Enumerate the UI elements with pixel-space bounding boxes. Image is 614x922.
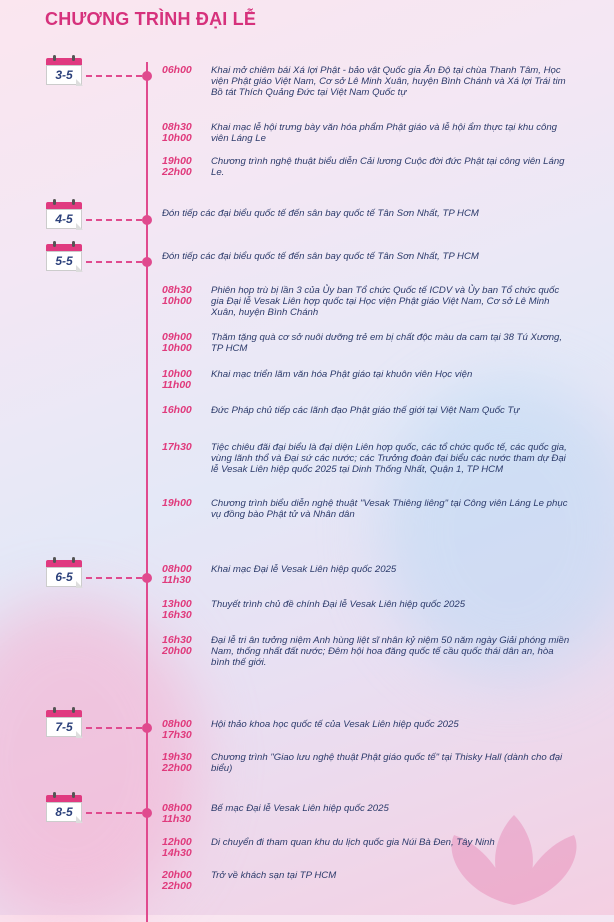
calendar-icon bbox=[46, 202, 82, 229]
event-time: 11h30 bbox=[162, 574, 191, 587]
event-times bbox=[162, 870, 206, 892]
event-time: 19h00 bbox=[162, 155, 192, 167]
event-item bbox=[162, 635, 574, 669]
calendar-icon bbox=[46, 560, 82, 587]
event-times bbox=[162, 405, 206, 416]
event-description: Đại lễ tri ân tưởng niệm Anh hùng liệt sĩ nhân kỷ niệm 50 năm ngày Giải phóng miền Nam, thống nhất đất nước; Đêm hội hoa đăng quốc tế cầu quốc thái dân an, hòa bình thế giới. bbox=[211, 635, 570, 669]
timeline-line bbox=[146, 62, 148, 922]
event-time: 10h00 bbox=[162, 342, 192, 355]
day-connector bbox=[86, 75, 142, 77]
calendar-icon bbox=[46, 58, 82, 85]
timeline-dot bbox=[142, 723, 152, 733]
day-date: 7-5 bbox=[55, 720, 73, 734]
timeline-dot bbox=[142, 215, 152, 225]
event-times bbox=[162, 719, 206, 741]
event-times bbox=[162, 332, 206, 354]
event-item bbox=[162, 752, 574, 774]
event-time: 19h30 bbox=[162, 751, 192, 763]
day-date: 4-5 bbox=[55, 212, 73, 226]
day-date: 8-5 bbox=[55, 805, 73, 819]
event-time: 12h00 bbox=[162, 836, 192, 848]
event-description: Chương trình nghệ thuật biểu diễn Cải lương Cuộc đời đức Phật tại công viên Láng Le. bbox=[211, 156, 565, 179]
event-time: 16h30 bbox=[162, 634, 192, 646]
event-time: 08h00 bbox=[162, 563, 192, 575]
day-date: 6-5 bbox=[55, 570, 73, 584]
event-time: 20h00 bbox=[162, 869, 192, 881]
event-times bbox=[162, 442, 206, 453]
event-times bbox=[162, 635, 206, 657]
event-item bbox=[162, 442, 574, 476]
event-time: 22h00 bbox=[162, 762, 192, 775]
event-time: 08h00 bbox=[162, 802, 192, 814]
event-time: 10h00 bbox=[162, 295, 192, 308]
event-description: Tiệc chiêu đãi đại biểu là đại diện Liên hợp quốc, các tổ chức quốc tế, các quốc gia, vùng lãnh thổ và Đại sứ các nước; các Trưởng đoàn đại biểu các nước tham dự Đại lễ Vesak Liên hiệp quốc 2025 tại Dinh Thống Nhất, Quận 1, TP HCM bbox=[211, 442, 567, 476]
event-description: Đón tiếp các đại biểu quốc tế đến sân bay quốc tế Tân Sơn Nhất, TP HCM bbox=[162, 208, 479, 219]
event-description: Đón tiếp các đại biểu quốc tế đến sân bay quốc tế Tân Sơn Nhất, TP HCM bbox=[162, 251, 479, 262]
event-item bbox=[162, 498, 574, 520]
timeline-dot bbox=[142, 257, 152, 267]
event-times bbox=[162, 122, 206, 144]
event-time: 20h00 bbox=[162, 645, 192, 658]
event-description: Khai mở chiêm bái Xá lợi Phật - bảo vật Quốc gia Ấn Độ tại chùa Thanh Tâm, Học viện Phật giáo Việt Nam, Cơ sở Lê Minh Xuân, huyện Bình Chánh và Xá lợi Trái tim Bồ tát Thích Quảng Đức tại Việt Nam Quốc tự bbox=[211, 65, 566, 99]
event-description: Chương trình biểu diễn nghệ thuật "Vesak Thiêng liêng" tại Công viên Láng Le phục vụ đồng bào Phật tử và Nhân dân bbox=[211, 498, 568, 521]
event-times bbox=[162, 65, 206, 76]
event-description: Khai mạc lễ hội trưng bày văn hóa phẩm Phật giáo và lễ hội ẩm thực tại khu công viên Láng Le bbox=[211, 122, 558, 145]
event-time: 10h00 bbox=[162, 368, 192, 380]
event-description: Di chuyển đi tham quan khu du lịch quốc gia Núi Bà Đen, Tây Ninh bbox=[211, 837, 495, 848]
event-time: 17h30 bbox=[162, 729, 192, 742]
calendar-icon bbox=[46, 710, 82, 737]
event-times bbox=[162, 837, 206, 859]
event-description: Khai mạc Đại lễ Vesak Liên hiệp quốc 2025 bbox=[211, 564, 397, 575]
day-date: 3-5 bbox=[55, 68, 73, 82]
day-connector bbox=[86, 219, 142, 221]
event-time: 11h00 bbox=[162, 379, 191, 392]
event-item bbox=[162, 598, 574, 622]
event-description: Thăm tặng quà cơ sở nuôi dưỡng trẻ em bị chất độc màu da cam tại 38 Tú Xương, TP HCM bbox=[211, 332, 563, 355]
event-time: 11h30 bbox=[162, 813, 191, 826]
event-item bbox=[162, 156, 574, 178]
event-time: 08h30 bbox=[162, 121, 192, 133]
event-item bbox=[162, 122, 574, 144]
event-times bbox=[162, 564, 206, 586]
calendar-icon bbox=[46, 795, 82, 822]
event-item bbox=[162, 802, 574, 826]
event-item bbox=[162, 251, 574, 262]
event-description: Đức Pháp chủ tiếp các lãnh đạo Phật giáo thế giới tại Việt Nam Quốc Tự bbox=[211, 405, 520, 416]
event-item bbox=[162, 285, 574, 319]
event-time: 14h30 bbox=[162, 847, 192, 860]
event-item bbox=[162, 869, 574, 893]
event-item bbox=[162, 563, 574, 587]
event-times bbox=[162, 498, 206, 509]
event-time: 19h00 bbox=[162, 497, 192, 509]
event-time: 08h00 bbox=[162, 718, 192, 730]
event-times bbox=[162, 803, 206, 825]
event-times bbox=[162, 599, 206, 621]
event-item bbox=[162, 332, 574, 354]
event-time: 22h00 bbox=[162, 166, 192, 179]
event-time: 10h00 bbox=[162, 132, 192, 145]
page-title: CHƯƠNG TRÌNH ĐẠI LỄ bbox=[45, 9, 257, 29]
day-connector bbox=[86, 812, 142, 814]
event-item bbox=[162, 65, 574, 99]
event-time: 13h00 bbox=[162, 598, 192, 610]
timeline-dot bbox=[142, 808, 152, 818]
event-times bbox=[162, 752, 206, 774]
event-time: 08h30 bbox=[162, 284, 192, 296]
event-item bbox=[162, 368, 574, 392]
event-time: 16h00 bbox=[162, 404, 192, 416]
event-description: Hội thảo khoa học quốc tế của Vesak Liên hiệp quốc 2025 bbox=[211, 719, 459, 730]
event-item bbox=[162, 718, 574, 742]
calendar-icon bbox=[46, 244, 82, 271]
timeline-dot bbox=[142, 71, 152, 81]
event-times bbox=[162, 156, 206, 178]
event-item bbox=[162, 405, 574, 416]
event-description: Phiên họp trù bị lần 3 của Ủy ban Tổ chức Quốc tế ICDV và Ủy ban Tổ chức quốc gia Đại lễ Vesak Liên hợp quốc tại Học viện Phật giáo Việt Nam, Cơ sở Lê Minh Xuân, huyện Bình Chánh bbox=[211, 285, 560, 319]
day-date: 5-5 bbox=[55, 254, 73, 268]
day-connector bbox=[86, 727, 142, 729]
event-time: 06h00 bbox=[162, 64, 192, 76]
timeline-dot bbox=[142, 573, 152, 583]
event-time: 09h00 bbox=[162, 331, 192, 343]
event-times bbox=[162, 285, 206, 307]
event-item bbox=[162, 208, 574, 219]
event-description: Khai mạc triển lãm văn hóa Phật giáo tại khuôn viên Học viện bbox=[211, 369, 473, 380]
event-times bbox=[162, 369, 206, 391]
event-description: Bế mạc Đại lễ Vesak Liên hiệp quốc 2025 bbox=[211, 803, 389, 814]
event-description: Trở về khách sạn tại TP HCM bbox=[211, 870, 337, 881]
event-item bbox=[162, 836, 574, 860]
day-connector bbox=[86, 577, 142, 579]
event-description: Chương trình "Giao lưu nghệ thuật Phật giáo quốc tế" tại Thisky Hall (dành cho đại biểu) bbox=[211, 752, 563, 775]
event-time: 16h30 bbox=[162, 609, 192, 622]
event-time: 22h00 bbox=[162, 880, 192, 893]
day-connector bbox=[86, 261, 142, 263]
event-description: Thuyết trình chủ đề chính Đại lễ Vesak Liên hiệp quốc 2025 bbox=[211, 599, 466, 610]
event-time: 17h30 bbox=[162, 441, 192, 453]
